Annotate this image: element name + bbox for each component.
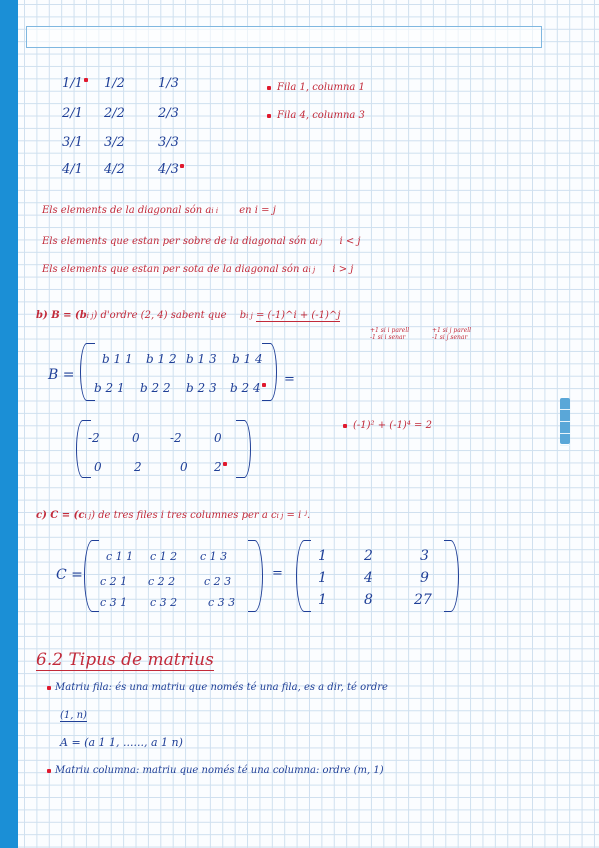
b-cell-2-1: b 2 1	[94, 381, 125, 395]
c-cell-2-2: c 2 2	[148, 575, 176, 588]
b-cell-2-2: b 2 2	[140, 381, 171, 395]
cval-3-1: 1	[318, 592, 327, 608]
c-cell-2-1: c 2 1	[100, 575, 128, 588]
note-i-parity: +1 si i parell -1 si i senar	[370, 327, 410, 341]
fraction-3-3: 3/3	[158, 135, 179, 150]
matrix-b-left-paren	[80, 343, 95, 401]
bval-1-2: 0	[132, 431, 140, 445]
b-cell-1-2: b 1 2	[146, 352, 177, 366]
matrix-c-values-left-paren	[296, 540, 311, 612]
c-cell-1-1: c 1 1	[106, 550, 134, 563]
matrix-b-values-right-paren	[236, 420, 251, 478]
example-row-matrix: A = (a 1 1, ......, a 1 n)	[60, 736, 183, 749]
cval-1-1: 1	[318, 548, 327, 564]
c-cell-3-3: c 3 3	[208, 596, 236, 609]
bval-2-4: 2	[214, 460, 227, 474]
side-index-tab	[560, 398, 570, 444]
bval-1-4: 0	[214, 431, 222, 445]
cval-2-2: 4	[364, 570, 373, 586]
cval-1-2: 2	[364, 548, 373, 564]
fraction-3-1: 3/1	[62, 135, 83, 150]
fraction-2-2: 2/2	[104, 106, 125, 121]
fraction-1-3: 1/3	[158, 76, 179, 91]
fraction-1-1: 1/1	[62, 76, 88, 91]
c-cell-3-1: c 3 1	[100, 596, 128, 609]
bval-2-1: 0	[94, 460, 102, 474]
bval-1-3: -2	[170, 431, 182, 445]
b-cell-1-4: b 1 4	[232, 352, 263, 366]
matrix-b-equals: =	[284, 372, 295, 387]
matrix-c-equals: =	[272, 566, 283, 581]
b-cell-2-3: b 2 3	[186, 381, 217, 395]
fraction-4-1: 4/1	[62, 162, 83, 177]
cval-1-3: 3	[420, 548, 429, 564]
note-row1: Fila 1, columna 1	[266, 82, 365, 93]
left-margin-bar	[0, 0, 18, 848]
fraction-1-2: 1/2	[104, 76, 125, 91]
c-cell-3-2: c 3 2	[150, 596, 178, 609]
notebook-page	[18, 0, 599, 848]
cval-2-1: 1	[318, 570, 327, 586]
cval-2-3: 9	[420, 570, 429, 586]
matrix-c-label: C =	[56, 567, 83, 583]
cval-3-2: 8	[364, 592, 373, 608]
bullet-matriu-fila-order: (1, n)	[60, 710, 87, 721]
fraction-2-1: 2/1	[62, 106, 83, 121]
fraction-4-2: 4/2	[104, 162, 125, 177]
matrix-b-label: B =	[48, 367, 75, 383]
bullet-matriu-fila: Matriu fila: és una matriu que només té una fila, es a dir, té ordre	[46, 682, 388, 693]
header-box	[26, 26, 542, 48]
diagonal-line-2: Els elements que estan per sobre de la diagonal són ai j i < j	[42, 236, 361, 247]
bval-1-1: -2	[88, 431, 100, 445]
bval-2-3: 0	[180, 460, 188, 474]
b-cell-1-1: b 1 1	[102, 352, 133, 366]
diagonal-line-3: Els elements que estan per sota de la diagonal són ai j i > j	[42, 264, 354, 275]
note-j-parity: +1 si j parell -1 si j senar	[432, 327, 472, 341]
bval-2-2: 2	[134, 460, 142, 474]
diagonal-line-1: Els elements de la diagonal són ai i en i = j	[42, 205, 276, 216]
note-row4: Fila 4, columna 3	[266, 110, 365, 121]
fraction-3-2: 3/2	[104, 135, 125, 150]
matrix-c-left-paren	[84, 540, 99, 612]
b-cell-1-3: b 1 3	[186, 352, 217, 366]
example-computation: (-1)² + (-1)⁴ = 2	[342, 420, 432, 431]
fraction-4-3: 4/3	[158, 162, 184, 177]
b-cell-2-4: b 2 4	[230, 381, 266, 395]
c-cell-1-2: c 1 2	[150, 550, 178, 563]
c-cell-1-3: c 1 3	[200, 550, 228, 563]
exercise-c-intro: c) C = (ci j) de tres files i tres columnes per a ci j = i ʲ.	[36, 510, 311, 521]
section-title: 6.2 Tipus de matrius	[36, 650, 214, 670]
c-cell-2-3: c 2 3	[204, 575, 232, 588]
exercise-b-intro: b) B = (bi j) d'ordre (2, 4) sabent que bi j = (-1)^i + (-1)^j	[36, 310, 341, 321]
fraction-2-3: 2/3	[158, 106, 179, 121]
bullet-matriu-columna: Matriu columna: matriu que només té una columna: ordre (m, 1)	[46, 765, 384, 776]
cval-3-3: 27	[414, 592, 432, 608]
matrix-b-values-left-paren	[76, 420, 91, 478]
